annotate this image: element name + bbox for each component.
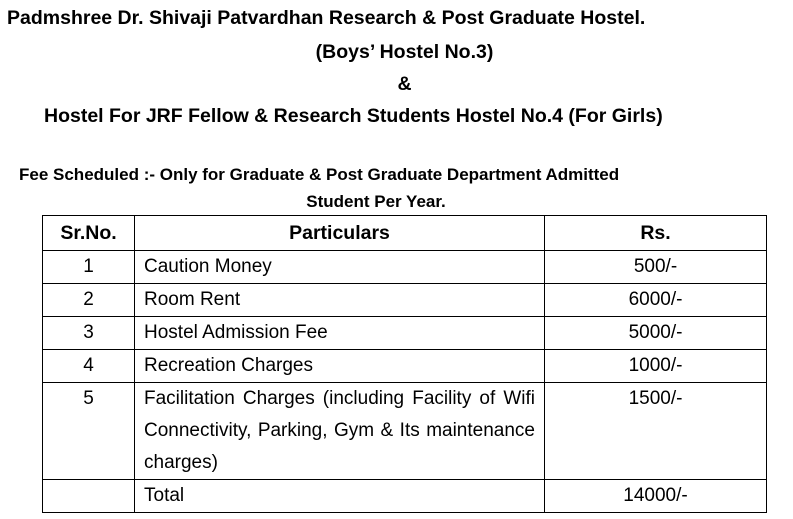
table-header-row [43, 216, 767, 251]
row-sr-no: 3 [43, 317, 135, 350]
hostel-title-ampersand: & [397, 73, 412, 95]
row-particulars: Total [135, 480, 545, 513]
fee-schedule-line-2: Student Per Year. [306, 192, 446, 211]
row-particulars: Hostel Admission Fee [135, 317, 545, 350]
hostel-title-line-4: Hostel For JRF Fellow & Research Students Hostel No.4 (For Girls) [44, 105, 663, 127]
row-sr-no: 5 [43, 383, 135, 480]
row-sr-no: 1 [43, 251, 135, 284]
row-particulars: Recreation Charges [135, 350, 545, 383]
column-header-rs: Rs. [545, 216, 767, 251]
row-particulars: Room Rent [135, 284, 545, 317]
table-row [43, 350, 767, 383]
table-row [43, 284, 767, 317]
fee-schedule-line-1: Fee Scheduled :- Only for Graduate & Post Graduate Department Admitted [19, 165, 620, 184]
row-amount: 1500/- [545, 383, 767, 480]
table-row-total [43, 480, 767, 513]
row-amount: 6000/- [545, 284, 767, 317]
row-sr-no: 2 [43, 284, 135, 317]
row-particulars: Caution Money [135, 251, 545, 284]
row-sr-no [43, 480, 135, 513]
hostel-title-line-2: (Boys’ Hostel No.3) [315, 41, 494, 63]
column-header-particulars: Particulars [135, 216, 545, 251]
fee-table [42, 215, 767, 513]
row-amount: 500/- [545, 251, 767, 284]
row-particulars: Facilitation Charges (including Facility of Wifi Connectivity, Parking, Gym & Its maintenance charges) [135, 383, 545, 480]
table-row [43, 251, 767, 284]
row-sr-no: 4 [43, 350, 135, 383]
row-amount: 1000/- [545, 350, 767, 383]
table-row [43, 317, 767, 350]
table-row [43, 383, 767, 480]
row-amount: 14000/- [545, 480, 767, 513]
row-amount: 5000/- [545, 317, 767, 350]
hostel-title-line-1: Padmshree Dr. Shivaji Patvardhan Research & Post Graduate Hostel. [7, 7, 646, 29]
column-header-sr-no: Sr.No. [43, 216, 135, 251]
